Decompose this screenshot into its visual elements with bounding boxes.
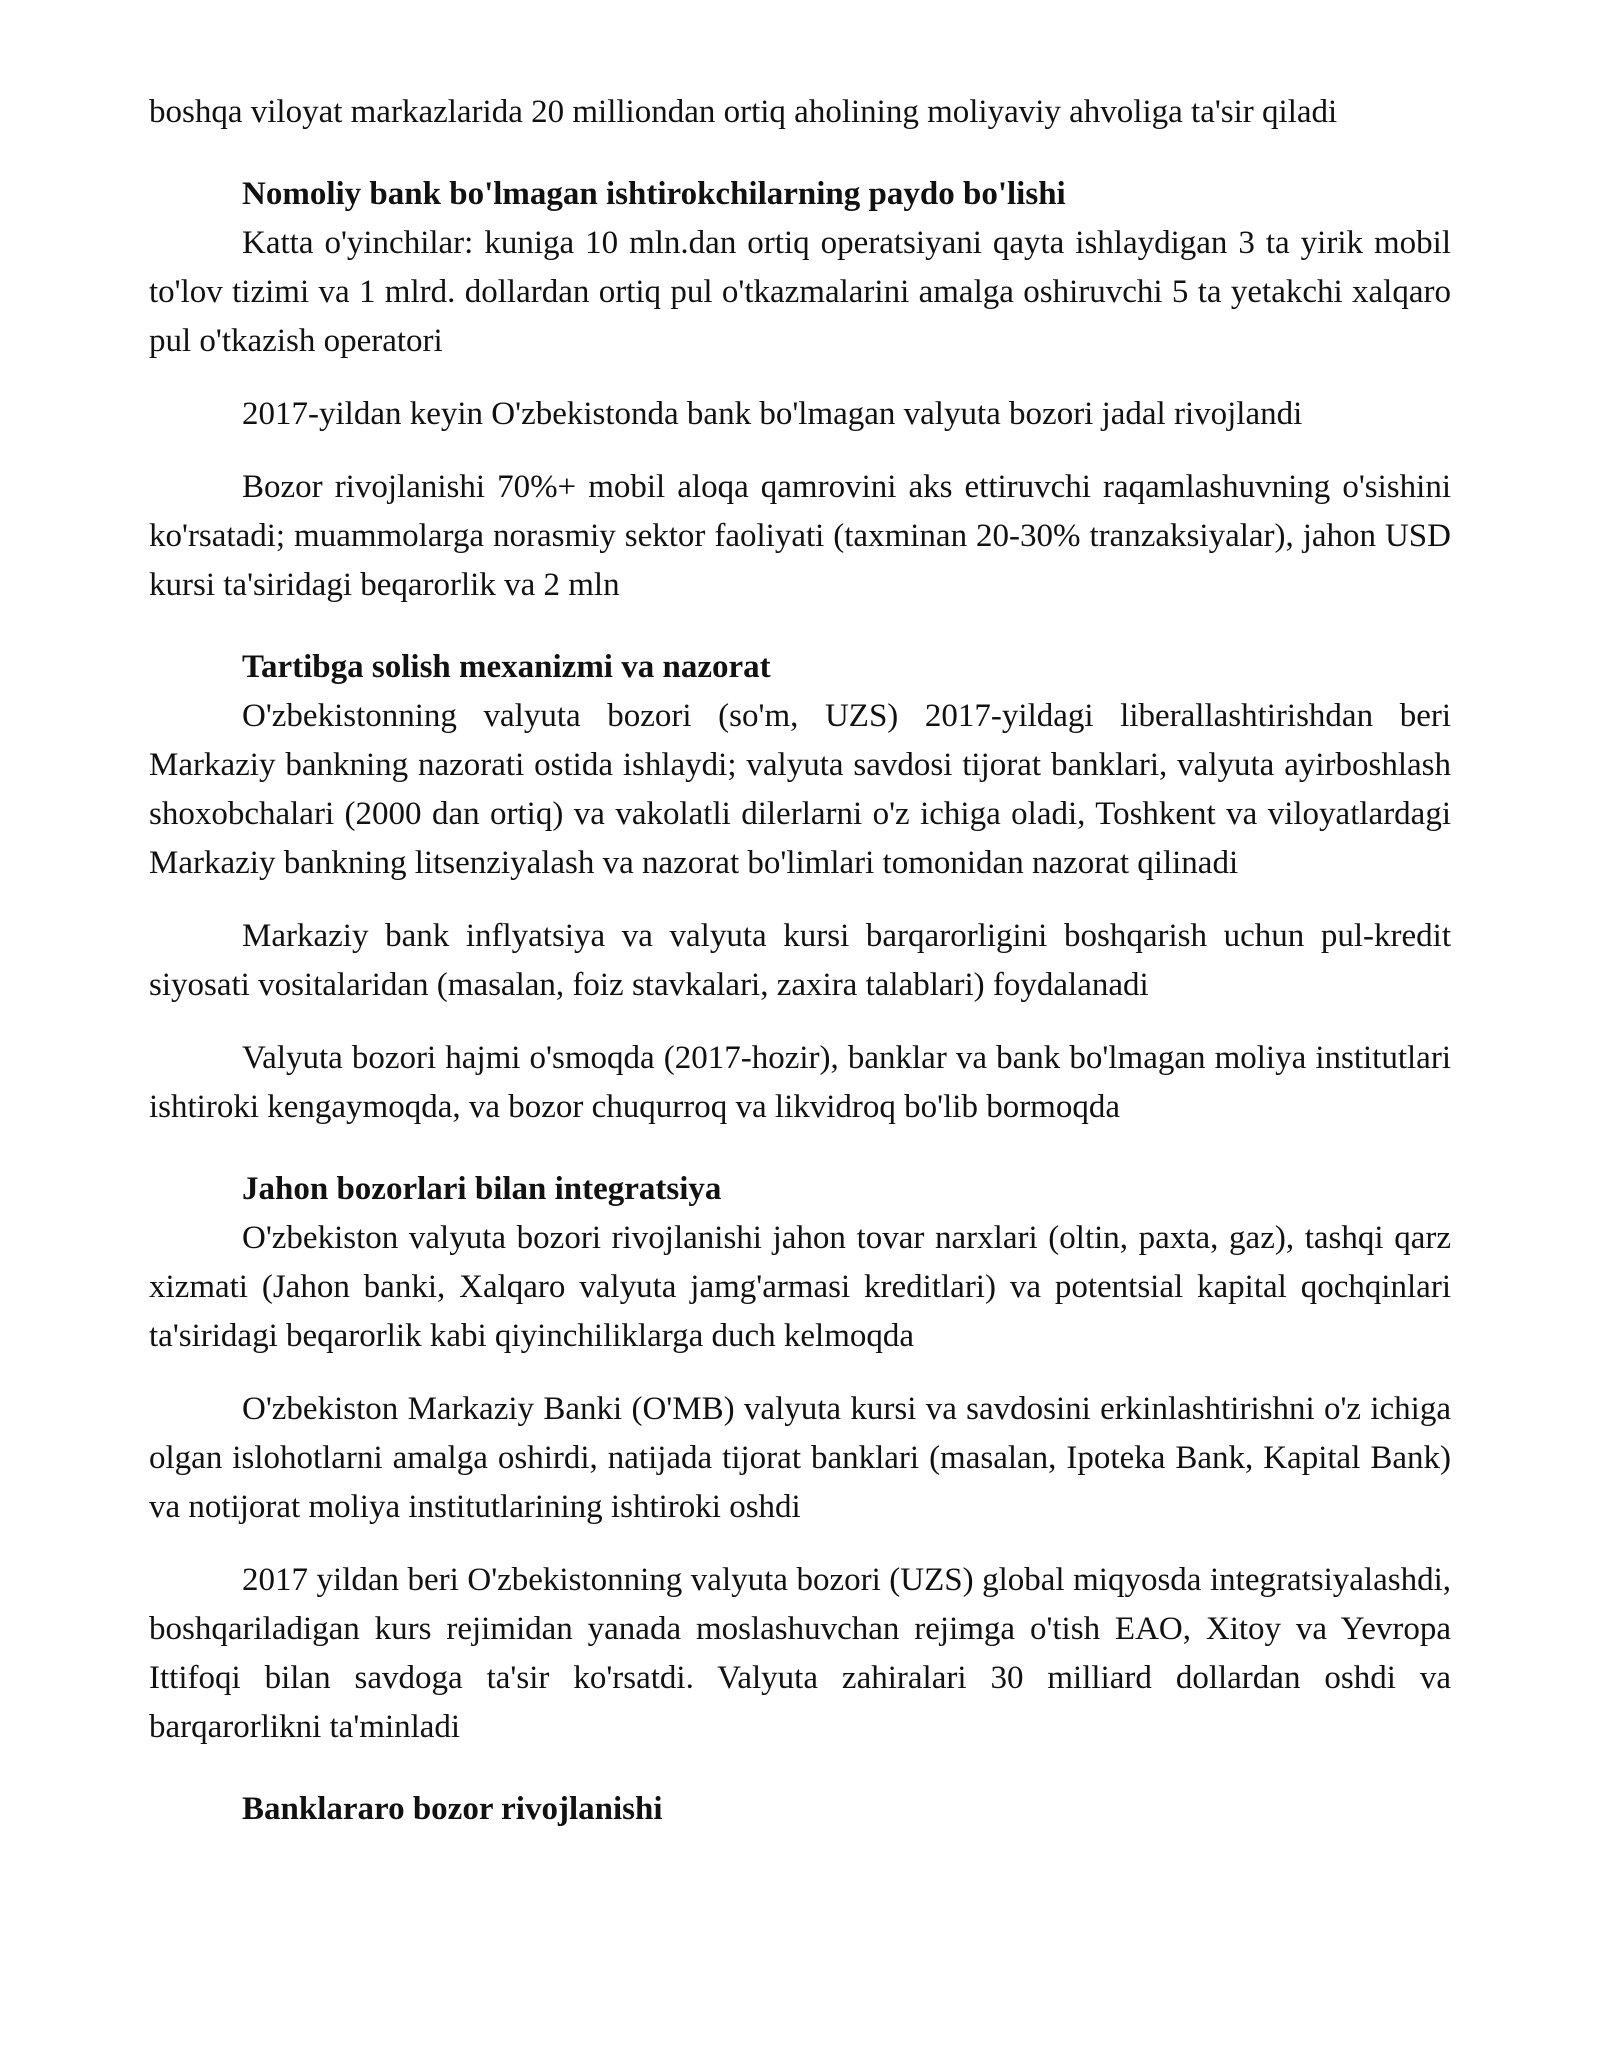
paragraph-since-2017: 2017-yildan keyin O'zbekistonda bank bo'lmagan valyuta bozori jadal rivojlandi xyxy=(242,396,1303,432)
paragraph-challenges: O'zbekiston valyuta bozori rivojlanishi jahon tovar narxlari (oltin, paxta, gaz), tashqi qarz xizmati (Jahon banki, Xalqaro valyuta jamg'armasi kreditlari) va potentsial kapital qochqinlari ta'siridagi beqarorlik kabi qiyinchiliklarga duch kelmoqda xyxy=(149,1220,1451,1354)
paragraph-central-bank-reforms: O'zbekiston Markaziy Banki (O'MB) valyuta kursi va savdosini erkinlashtirishni o'z ichiga olgan islohotlarni amalga oshirdi, natijada tijorat banklari (masalan, Ipoteka Bank, Kapital Bank) va notijorat moliya institutlarining ishtiroki oshdi xyxy=(149,1391,1451,1525)
section-heading-interbank: Banklararo bozor rivojlanishi xyxy=(242,1791,663,1827)
paragraph-fx-market-oversight: O'zbekistonning valyuta bozori (so'm, UZS) 2017-yildagi liberallashtirishdan beri Markaziy bankning nazorati ostida ishlaydi; valyuta savdosi tijorat banklari, valyuta ayirboshlash shoxobchalari (2000 dan ortiq) va vakolatli dilerlarni o'z ichiga oladi, Toshkent va viloyatlardagi Markaziy bankning litsenziyalash va nazorat bo'limlari tomonidan nazorat qilinadi xyxy=(149,698,1451,881)
paragraph-monetary-policy: Markaziy bank inflyatsiya va valyuta kursi barqarorligini boshqarish uchun pul-kredit siyosati vositalaridan (masalan, foiz stavkalari, zaxira talablari) foydalanadi xyxy=(149,918,1451,1003)
paragraph-market-development: Bozor rivojlanishi 70%+ mobil aloqa qamrovini aks ettiruvchi raqamlashuvning o'sishini ko'rsatadi; muammolarga norasmiy sektor faoliyati (taxminan 20-30% tranzaksiyalar), jahon USD kursi ta'siridagi beqarorlik va 2 mln xyxy=(149,469,1451,603)
section-heading-integration: Jahon bozorlari bilan integratsiya xyxy=(242,1171,722,1207)
paragraph-global-integration: 2017 yildan beri O'zbekistonning valyuta bozori (UZS) global miqyosda integratsiyalashdi, boshqariladigan kurs rejimidan yanada moslashuvchan rejimga o'tish EAO, Xitoy va Yevropa Ittifoqi bilan savdoga ta'sir ko'rsatdi. Valyuta zahiralari 30 milliard dollardan oshdi va barqarorlikni ta'minladi xyxy=(149,1562,1451,1745)
paragraph-market-growth: Valyuta bozori hajmi o'smoqda (2017-hozir), banklar va bank bo'lmagan moliya institutlari ishtiroki kengaymoqda, va bozor chuqurroq va likvidroq bo'lib bormoqda xyxy=(149,1040,1451,1125)
section-heading-nonbank: Nomoliy bank bo'lmagan ishtirokchilarning paydo bo'lishi xyxy=(242,176,1066,212)
section-heading-regulation: Tartibga solish mexanizmi va nazorat xyxy=(242,649,771,685)
paragraph-continuation: boshqa viloyat markazlarida 20 milliondan ortiq aholining moliyaviy ahvoliga ta'sir qiladi xyxy=(149,94,1338,130)
document-page xyxy=(149,88,1451,1834)
paragraph-big-players: Katta o'yinchilar: kuniga 10 mln.dan ortiq operatsiyani qayta ishlaydigan 3 ta yirik mobil to'lov tizimi va 1 mlrd. dollardan ortiq pul o'tkazmalarini amalga oshiruvchi 5 ta yetakchi xalqaro pul o'tkazish operatori xyxy=(149,225,1451,359)
